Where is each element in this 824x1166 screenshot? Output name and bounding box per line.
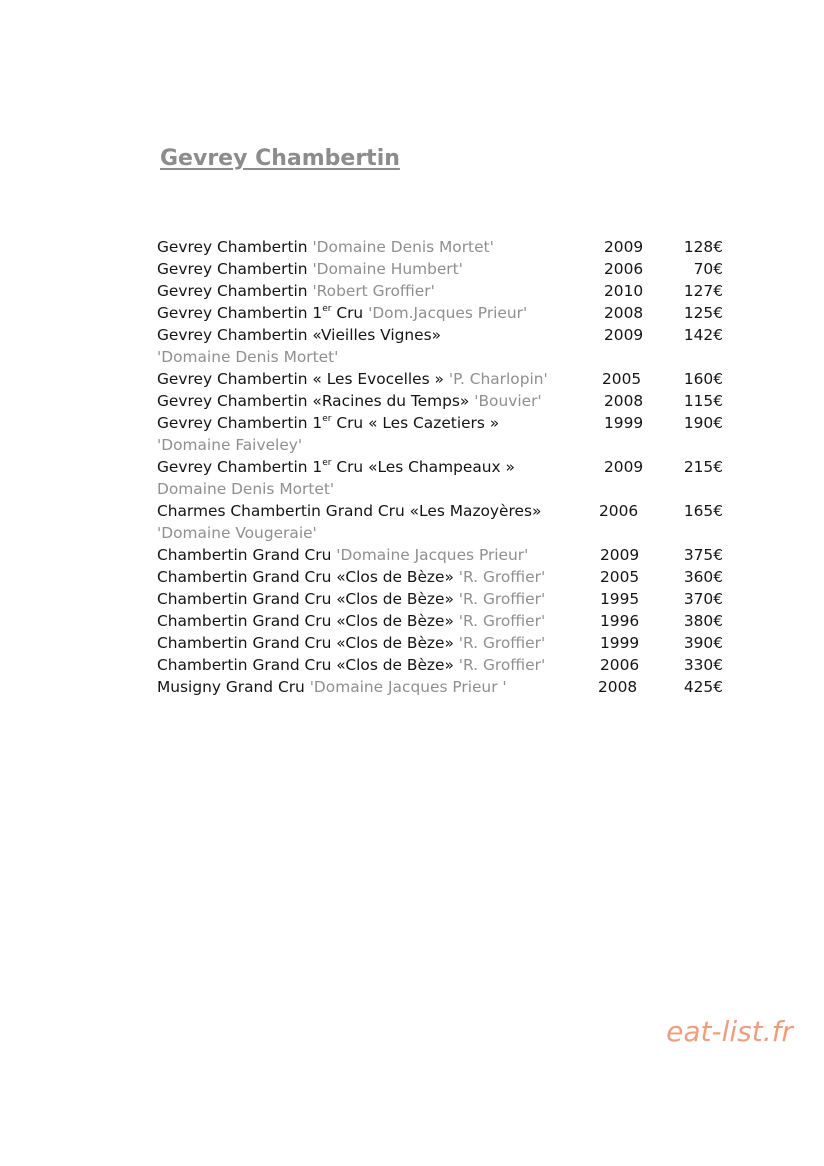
wine-name: Gevrey Chambertin «Racines du Temps»: [157, 392, 470, 410]
wine-item: [157, 412, 737, 434]
wine-name: Musigny Grand Cru: [157, 678, 305, 696]
ordinal-superscript: er: [322, 413, 332, 424]
wine-vintage: 2009: [604, 238, 644, 256]
wine-name: Gevrey Chambertin 1er Cru « Les Cazetiers »: [157, 413, 500, 432]
wine-producer: Domaine Denis Mortet': [157, 480, 335, 498]
wine-item: [157, 654, 737, 676]
wine-producer: 'Domaine Jacques Prieur': [336, 546, 529, 564]
wine-list: [157, 236, 737, 698]
wine-producer: 'R. Groffier': [458, 568, 546, 586]
wine-producer-line: [157, 346, 737, 368]
wine-producer-line: [157, 522, 737, 544]
wine-producer: 'R. Groffier': [458, 590, 546, 608]
wine-producer: 'Robert Groffier': [312, 282, 435, 300]
wine-item: [157, 456, 737, 478]
wine-price: 380€: [683, 612, 723, 630]
wine-price: 165€: [683, 502, 723, 520]
page-title: Gevrey Chambertin: [160, 146, 400, 171]
wine-item: [157, 236, 737, 258]
wine-price: 360€: [683, 568, 723, 586]
wine-price: 330€: [683, 656, 723, 674]
wine-name: Gevrey Chambertin: [157, 260, 308, 278]
wine-price: 425€: [683, 678, 723, 696]
wine-item: [157, 588, 737, 610]
wine-item: [157, 610, 737, 632]
wine-producer: 'Bouvier': [474, 392, 542, 410]
wine-vintage: 2005: [602, 370, 642, 388]
wine-name: Gevrey Chambertin: [157, 238, 308, 256]
wine-price: 375€: [683, 546, 723, 564]
wine-price: 370€: [683, 590, 723, 608]
wine-item: [157, 368, 737, 390]
wine-vintage: 2005: [600, 568, 640, 586]
wine-producer: 'Domaine Humbert': [312, 260, 463, 278]
wine-vintage: 2009: [600, 546, 640, 564]
wine-item: [157, 500, 737, 522]
wine-price: 390€: [683, 634, 723, 652]
wine-item: [157, 676, 737, 698]
wine-name: Gevrey Chambertin 1er Cru: [157, 303, 364, 322]
wine-vintage: 2006: [604, 260, 644, 278]
wine-vintage: 2009: [604, 458, 644, 476]
wine-price: 115€: [683, 392, 723, 410]
wine-name: Charmes Chambertin Grand Cru «Les Mazoyères»: [157, 502, 542, 520]
wine-vintage: 2006: [600, 656, 640, 674]
wine-producer: 'Domaine Jacques Prieur ': [309, 678, 507, 696]
wine-producer: 'R. Groffier': [458, 656, 546, 674]
wine-producer: 'Domaine Faiveley': [157, 436, 303, 454]
wine-vintage: 2008: [598, 678, 638, 696]
wine-price: 190€: [683, 414, 723, 432]
watermark: eat-list.fr: [666, 1015, 793, 1048]
wine-name: Gevrey Chambertin « Les Evocelles »: [157, 370, 444, 388]
wine-item: [157, 280, 737, 302]
wine-name: Gevrey Chambertin «Vieilles Vignes»: [157, 326, 442, 344]
wine-name: Chambertin Grand Cru «Clos de Bèze»: [157, 612, 454, 630]
wine-name: Gevrey Chambertin: [157, 282, 308, 300]
wine-vintage: 1996: [600, 612, 640, 630]
wine-vintage: 1995: [600, 590, 640, 608]
wine-name: Chambertin Grand Cru «Clos de Bèze»: [157, 656, 454, 674]
wine-name: Chambertin Grand Cru «Clos de Bèze»: [157, 634, 454, 652]
wine-price: 215€: [683, 458, 723, 476]
ordinal-superscript: er: [322, 303, 332, 314]
wine-vintage: 1999: [600, 634, 640, 652]
wine-price: 160€: [683, 370, 723, 388]
wine-item: [157, 566, 737, 588]
wine-producer-line: [157, 434, 737, 456]
wine-name: Chambertin Grand Cru «Clos de Bèze»: [157, 568, 454, 586]
wine-item: [157, 544, 737, 566]
wine-item: [157, 324, 737, 346]
wine-vintage: 2009: [604, 326, 644, 344]
wine-producer: 'R. Groffier': [458, 634, 546, 652]
wine-producer: 'Domaine Denis Mortet': [312, 238, 494, 256]
wine-vintage: 2010: [604, 282, 644, 300]
wine-price: 127€: [683, 282, 723, 300]
wine-producer: 'Dom.Jacques Prieur': [368, 304, 528, 322]
wine-price: 142€: [683, 326, 723, 344]
wine-producer: 'Domaine Denis Mortet': [157, 348, 339, 366]
wine-item: [157, 258, 737, 280]
wine-vintage: 2008: [604, 392, 644, 410]
wine-producer: 'P. Charlopin': [448, 370, 548, 388]
wine-name: Chambertin Grand Cru «Clos de Bèze»: [157, 590, 454, 608]
wine-price: 70€: [693, 260, 723, 278]
wine-producer: 'R. Groffier': [458, 612, 546, 630]
wine-producer: 'Domaine Vougeraie': [157, 524, 317, 542]
wine-producer-line: [157, 478, 737, 500]
wine-vintage: 1999: [604, 414, 644, 432]
wine-item: [157, 390, 737, 412]
wine-price: 125€: [683, 304, 723, 322]
wine-name: Gevrey Chambertin 1er Cru «Les Champeaux »: [157, 457, 515, 476]
wine-item: [157, 302, 737, 324]
ordinal-superscript: er: [322, 457, 332, 468]
wine-item: [157, 632, 737, 654]
wine-vintage: 2008: [604, 304, 644, 322]
wine-price: 128€: [683, 238, 723, 256]
wine-name: Chambertin Grand Cru: [157, 546, 332, 564]
wine-vintage: 2006: [599, 502, 639, 520]
